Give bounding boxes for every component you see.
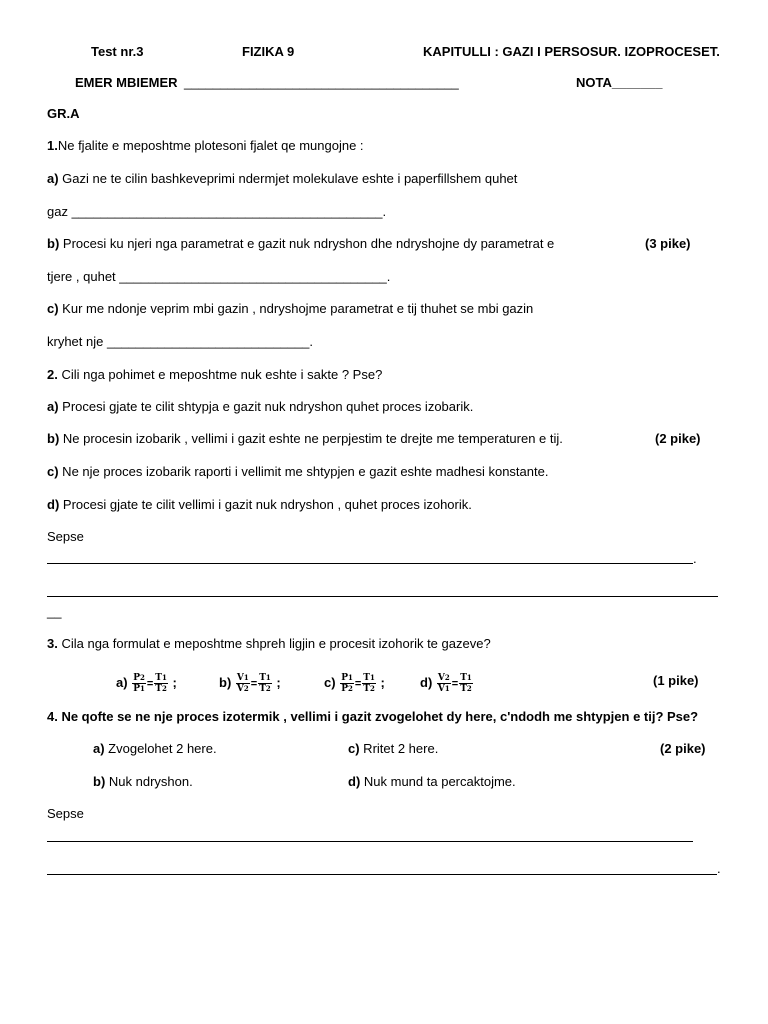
q3-option-a-label: a) <box>116 675 128 690</box>
q3-option-d-lhs: $\frac{V2}{V1}$ <box>437 673 450 695</box>
q3-option-c-rhs: $\frac{T1}{T2}$ <box>363 673 375 695</box>
q4-answer-line-2-period: . <box>717 861 721 876</box>
q3-option-a[interactable]: a) $\frac{P2}{P1}$ = $\frac{T1}{T2}$ ; <box>116 673 177 695</box>
q4-a-text: Zvogelohet 2 here. <box>104 741 217 756</box>
q2-points: (2 pike) <box>655 431 701 446</box>
q2-d-text: Procesi gjate te cilit vellimi i gazit nuk ndryshon , quhet proces izohorik. <box>59 497 472 512</box>
q1-b-continuation: tjere , quhet _____________________________________. <box>47 269 391 284</box>
q4-b-label: b) <box>93 774 106 789</box>
q4-sepse-label: Sepse <box>47 806 84 821</box>
q4-prompt <box>47 709 698 725</box>
q1-c-label: c) <box>47 301 59 316</box>
q1-points: (3 pike) <box>645 236 691 251</box>
q3-option-a-lhs: $\frac{P2}{P1}$ <box>133 673 145 695</box>
q3-option-d-rhs: $\frac{T1}{T2}$ <box>460 673 472 695</box>
grade-label: NOTA_______ <box>576 75 663 90</box>
q2-d <box>47 497 472 513</box>
q4-number: 4. <box>47 709 58 724</box>
q3-option-c-lhs: $\frac{P1}{P2}$ <box>341 673 353 695</box>
q4-d-label: d) <box>348 774 361 789</box>
q4-c-text: Rritet 2 here. <box>359 741 439 756</box>
q2-answer-line-1-period: . <box>693 551 697 566</box>
q4-answer-line-1[interactable] <box>47 841 693 842</box>
q2-prompt <box>47 367 382 383</box>
q3-text: Cila nga formulat e meposhtme shpreh ligjin e procesit izohorik te gazeve? <box>57 636 491 651</box>
q3-option-b-label: b) <box>219 675 232 690</box>
q3-option-b-rhs: $\frac{T1}{T2}$ <box>259 673 271 695</box>
q3-prompt <box>47 636 491 652</box>
q1-prompt <box>47 138 364 154</box>
q2-answer-line-2[interactable] <box>47 596 718 597</box>
q4-points: (2 pike) <box>660 741 706 756</box>
q2-number: 2. <box>47 367 58 382</box>
q2-b-label: b) <box>47 431 60 446</box>
q2-c-label: c) <box>47 464 59 479</box>
q4-answer-line-2[interactable] <box>47 874 717 875</box>
q3-number: 3. <box>47 636 58 651</box>
name-blank: ______________________________________ <box>184 75 459 90</box>
q2-a-text: Procesi gjate te cilit shtypja e gazit nuk ndryshon quhet proces izobarik. <box>58 399 474 414</box>
q3-option-c[interactable]: c) $\frac{P1}{P2}$ = $\frac{T1}{T2}$ ; <box>324 673 385 695</box>
q4-option-b[interactable] <box>93 774 193 790</box>
q4-d-text: Nuk mund ta percaktojme. <box>360 774 516 789</box>
q3-points: (1 pike) <box>653 673 699 688</box>
q2-c-text: Ne nje proces izobarik raporti i vellimit me shtypjen e gazit eshte madhesi konstante. <box>58 464 549 479</box>
group-label: GR.A <box>47 106 80 121</box>
q3-option-a-rhs: $\frac{T1}{T2}$ <box>155 673 167 695</box>
q4-option-d[interactable] <box>348 774 516 790</box>
q4-text: Ne qofte se ne nje proces izotermik , vellimi i gazit zvogelohet dy here, c'ndodh me shtypjen e tij? Pse? <box>57 709 699 724</box>
q4-c-label: c) <box>348 741 360 756</box>
q4-option-c[interactable] <box>348 741 438 757</box>
subject: FIZIKA 9 <box>242 44 295 59</box>
q1-a <box>47 171 517 187</box>
q1-a-label: a) <box>47 171 59 186</box>
q1-b <box>47 236 554 252</box>
q1-text: Ne fjalite e meposhtme plotesoni fjalet qe mungojne : <box>57 138 364 153</box>
q3-option-d-label: d) <box>420 675 433 690</box>
test-number: Test nr.3 <box>91 44 144 59</box>
q4-b-text: Nuk ndryshon. <box>105 774 193 789</box>
q4-option-a[interactable] <box>93 741 217 757</box>
q1-b-text: Procesi ku njeri nga parametrat e gazit nuk ndryshon dhe ndryshojne dy parametrat e <box>59 236 555 251</box>
q3-option-b-lhs: $\frac{V1}{V2}$ <box>236 673 249 695</box>
q2-sepse-label: Sepse <box>47 529 84 544</box>
chapter-title: KAPITULLI : GAZI I PERSOSUR. IZOPROCESET. <box>423 44 720 59</box>
q2-b-text: Ne procesin izobarik , vellimi i gazit eshte ne perpjestim te drejte me temperaturen e tij. <box>59 431 563 446</box>
q1-c-continuation: kryhet nje ____________________________. <box>47 334 314 349</box>
q2-a-label: a) <box>47 399 59 414</box>
q1-a-text: Gazi ne te cilin bashkeveprimi ndermjet molekulave eshte i paperfillshem quhet <box>58 171 518 186</box>
q2-c <box>47 464 548 480</box>
q1-b-label: b) <box>47 236 60 251</box>
q1-number: 1. <box>47 138 58 153</box>
q2-answer-line-2-end: __ <box>47 604 62 619</box>
q1-a-continuation: gaz ___________________________________________. <box>47 204 387 219</box>
q3-option-d[interactable]: d) $\frac{V2}{V1}$ = $\frac{T1}{T2}$ <box>420 673 472 695</box>
q4-a-label: a) <box>93 741 105 756</box>
q2-d-label: d) <box>47 497 60 512</box>
q3-option-b[interactable]: b) $\frac{V1}{V2}$ = $\frac{T1}{T2}$ ; <box>219 673 281 695</box>
q1-c <box>47 301 533 317</box>
q2-answer-line-1[interactable] <box>47 563 693 564</box>
q3-option-c-label: c) <box>324 675 336 690</box>
q1-c-text: Kur me ndonje veprim mbi gazin , ndryshojme parametrat e tij thuhet se mbi gazin <box>58 301 534 316</box>
name-label: EMER MBIEMER <box>75 75 178 90</box>
q2-text: Cili nga pohimet e meposhtme nuk eshte i sakte ? Pse? <box>57 367 383 382</box>
q2-b <box>47 431 563 447</box>
q2-a <box>47 399 473 415</box>
